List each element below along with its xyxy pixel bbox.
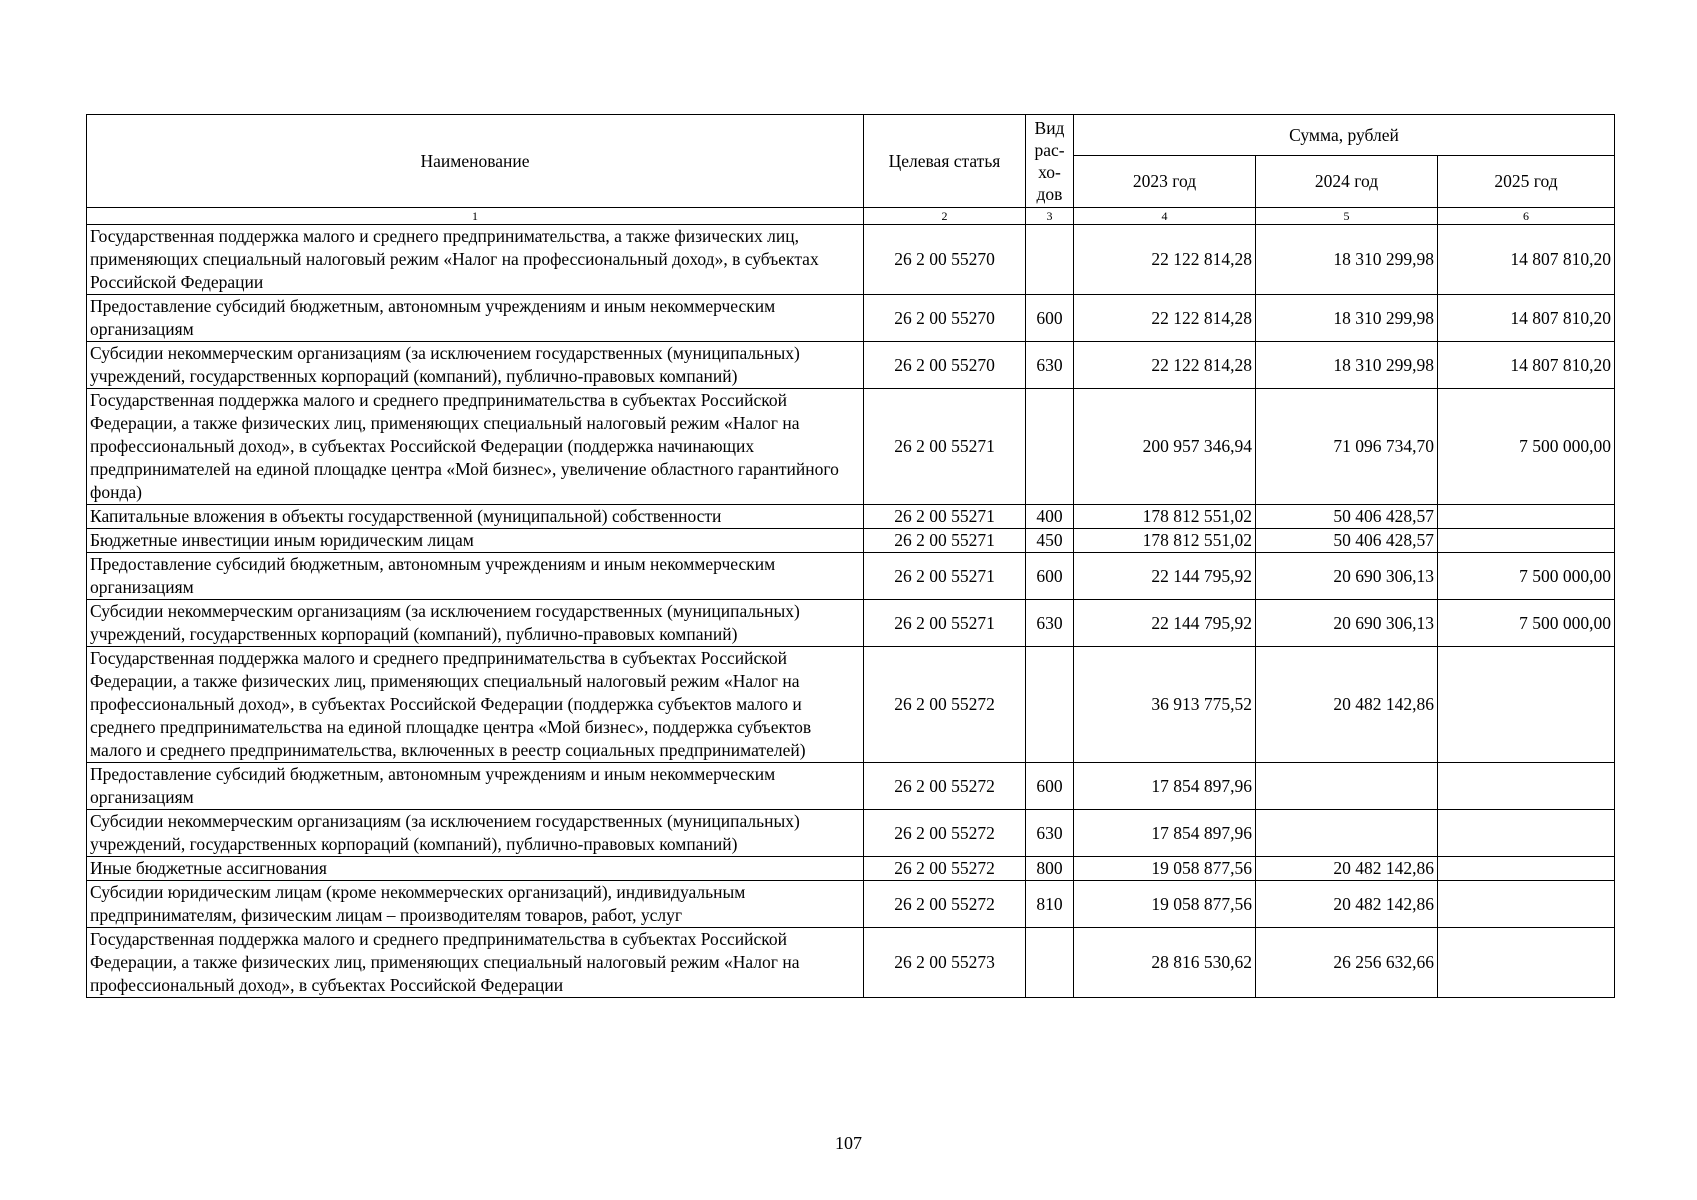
row-sum-2023: 200 957 346,94 [1074, 389, 1256, 505]
table-row [87, 763, 1615, 810]
row-sum-2025 [1438, 928, 1615, 998]
row-name: Капитальные вложения в объекты государственной (муниципальной) собственности [87, 505, 864, 529]
row-sum-2024: 20 482 142,86 [1256, 881, 1438, 928]
table-row [87, 529, 1615, 553]
table-row [87, 647, 1615, 763]
row-expense-type: 600 [1026, 295, 1074, 342]
row-expense-type: 630 [1026, 600, 1074, 647]
row-name: Предоставление субсидий бюджетным, автономным учреждениям и иным некоммерческим организациям [87, 763, 864, 810]
table-row [87, 342, 1615, 389]
row-expense-type: 600 [1026, 553, 1074, 600]
row-sum-2023: 22 144 795,92 [1074, 553, 1256, 600]
row-sum-2024: 50 406 428,57 [1256, 529, 1438, 553]
column-number: 3 [1026, 208, 1074, 225]
row-sum-2023: 17 854 897,96 [1074, 763, 1256, 810]
row-name: Государственная поддержка малого и среднего предпринимательства, а также физических лиц, применяющих специальный налоговый режим «Налог на профессиональный доход», в субъектах Российской Федерации [87, 225, 864, 295]
table-row [87, 881, 1615, 928]
row-name: Государственная поддержка малого и среднего предпринимательства в субъектах Российской Федерации, а также физических лиц, применяющих специальный налоговый режим «Налог на профессиональный доход», в субъектах Российской Федерации (поддержка начинающих предпринимателей на единой площадке центра «Мой бизнес», увеличение областного гарантийного фонда) [87, 389, 864, 505]
row-sum-2024: 50 406 428,57 [1256, 505, 1438, 529]
row-target-article: 26 2 00 55271 [864, 600, 1026, 647]
row-sum-2025: 14 807 810,20 [1438, 225, 1615, 295]
row-expense-type: 400 [1026, 505, 1074, 529]
row-sum-2025: 14 807 810,20 [1438, 342, 1615, 389]
row-expense-type: 630 [1026, 810, 1074, 857]
row-target-article: 26 2 00 55272 [864, 763, 1026, 810]
row-sum-2023: 178 812 551,02 [1074, 529, 1256, 553]
row-target-article: 26 2 00 55270 [864, 225, 1026, 295]
row-expense-type: 810 [1026, 881, 1074, 928]
header-sum: Сумма, рублей [1074, 115, 1615, 156]
table-row [87, 600, 1615, 647]
row-sum-2025 [1438, 647, 1615, 763]
row-sum-2025: 7 500 000,00 [1438, 600, 1615, 647]
row-sum-2023: 22 122 814,28 [1074, 342, 1256, 389]
row-sum-2024 [1256, 810, 1438, 857]
row-sum-2024: 18 310 299,98 [1256, 342, 1438, 389]
row-sum-2024: 20 690 306,13 [1256, 553, 1438, 600]
row-sum-2023: 19 058 877,56 [1074, 881, 1256, 928]
header-year-2025: 2025 год [1438, 156, 1615, 208]
row-sum-2025: 7 500 000,00 [1438, 389, 1615, 505]
row-expense-type: 600 [1026, 763, 1074, 810]
row-expense-type: 630 [1026, 342, 1074, 389]
header-year-2024: 2024 год [1256, 156, 1438, 208]
row-expense-type: 450 [1026, 529, 1074, 553]
row-sum-2024: 20 482 142,86 [1256, 647, 1438, 763]
row-target-article: 26 2 00 55272 [864, 857, 1026, 881]
row-target-article: 26 2 00 55273 [864, 928, 1026, 998]
row-sum-2023: 22 144 795,92 [1074, 600, 1256, 647]
row-sum-2025: 14 807 810,20 [1438, 295, 1615, 342]
row-expense-type [1026, 928, 1074, 998]
header-expense-type-line: хо- [1038, 162, 1061, 182]
row-sum-2025 [1438, 763, 1615, 810]
column-number: 4 [1074, 208, 1256, 225]
row-name: Бюджетные инвестиции иным юридическим лицам [87, 529, 864, 553]
row-target-article: 26 2 00 55272 [864, 881, 1026, 928]
table-row [87, 928, 1615, 998]
column-number: 6 [1438, 208, 1615, 225]
table-row [87, 857, 1615, 881]
row-expense-type: 800 [1026, 857, 1074, 881]
row-target-article: 26 2 00 55271 [864, 389, 1026, 505]
row-target-article: 26 2 00 55272 [864, 647, 1026, 763]
table-row [87, 810, 1615, 857]
row-sum-2023: 36 913 775,52 [1074, 647, 1256, 763]
page-number: 107 [835, 1133, 862, 1153]
header-expense-type-line: дов [1036, 184, 1063, 204]
row-sum-2025 [1438, 857, 1615, 881]
column-number: 5 [1256, 208, 1438, 225]
row-sum-2023: 22 122 814,28 [1074, 225, 1256, 295]
table-row [87, 553, 1615, 600]
row-target-article: 26 2 00 55272 [864, 810, 1026, 857]
table-row [87, 505, 1615, 529]
header-expense-type [1026, 115, 1074, 208]
row-target-article: 26 2 00 55270 [864, 295, 1026, 342]
row-target-article: 26 2 00 55271 [864, 529, 1026, 553]
row-target-article: 26 2 00 55270 [864, 342, 1026, 389]
row-sum-2023: 22 122 814,28 [1074, 295, 1256, 342]
row-name: Предоставление субсидий бюджетным, автономным учреждениям и иным некоммерческим организациям [87, 553, 864, 600]
row-sum-2024: 20 690 306,13 [1256, 600, 1438, 647]
row-sum-2023: 19 058 877,56 [1074, 857, 1256, 881]
row-name: Государственная поддержка малого и среднего предпринимательства в субъектах Российской Федерации, а также физических лиц, применяющих специальный налоговый режим «Налог на профессиональный доход», в субъектах Российской Федерации (поддержка субъектов малого и среднего предпринимательства на единой площадке центра «Мой бизнес», поддержка субъектов малого и среднего предпринимательства, включенных в реестр социальных предпринимателей) [87, 647, 864, 763]
row-sum-2024: 26 256 632,66 [1256, 928, 1438, 998]
row-sum-2024: 20 482 142,86 [1256, 857, 1438, 881]
row-sum-2025 [1438, 529, 1615, 553]
row-expense-type [1026, 647, 1074, 763]
budget-table [86, 114, 1615, 998]
row-name: Иные бюджетные ассигнования [87, 857, 864, 881]
row-name: Предоставление субсидий бюджетным, автономным учреждениям и иным некоммерческим организациям [87, 295, 864, 342]
row-target-article: 26 2 00 55271 [864, 505, 1026, 529]
row-expense-type [1026, 225, 1074, 295]
row-name: Субсидии некоммерческим организациям (за исключением государственных (муниципальных) учреждений, государственных корпораций (компаний), публично-правовых компаний) [87, 600, 864, 647]
column-number: 1 [87, 208, 864, 225]
column-number: 2 [864, 208, 1026, 225]
row-sum-2023: 17 854 897,96 [1074, 810, 1256, 857]
table-row [87, 295, 1615, 342]
row-name: Субсидии некоммерческим организациям (за исключением государственных (муниципальных) учреждений, государственных корпораций (компаний), публично-правовых компаний) [87, 810, 864, 857]
row-sum-2024 [1256, 763, 1438, 810]
table-row [87, 225, 1615, 295]
header-name: Наименование [87, 115, 864, 208]
row-name: Государственная поддержка малого и среднего предпринимательства в субъектах Российской Федерации, а также физических лиц, применяющих специальный налоговый режим «Налог на профессиональный доход», в субъектах Российской Федерации [87, 928, 864, 998]
row-sum-2025: 7 500 000,00 [1438, 553, 1615, 600]
row-sum-2024: 18 310 299,98 [1256, 295, 1438, 342]
row-sum-2025 [1438, 505, 1615, 529]
header-expense-type-line: Вид [1034, 118, 1065, 138]
row-target-article: 26 2 00 55271 [864, 553, 1026, 600]
table-row [87, 389, 1615, 505]
header-expense-type-line: рас- [1034, 140, 1065, 160]
row-sum-2025 [1438, 881, 1615, 928]
row-sum-2023: 28 816 530,62 [1074, 928, 1256, 998]
row-sum-2023: 178 812 551,02 [1074, 505, 1256, 529]
row-name: Субсидии юридическим лицам (кроме некоммерческих организаций), индивидуальным предпринимателям, физическим лицам – производителям товаров, работ, услуг [87, 881, 864, 928]
row-sum-2024: 18 310 299,98 [1256, 225, 1438, 295]
row-name: Субсидии некоммерческим организациям (за исключением государственных (муниципальных) учреждений, государственных корпораций (компаний), публично-правовых компаний) [87, 342, 864, 389]
header-year-2023: 2023 год [1074, 156, 1256, 208]
row-expense-type [1026, 389, 1074, 505]
row-sum-2024: 71 096 734,70 [1256, 389, 1438, 505]
header-target-article: Целевая статья [864, 115, 1026, 208]
row-sum-2025 [1438, 810, 1615, 857]
